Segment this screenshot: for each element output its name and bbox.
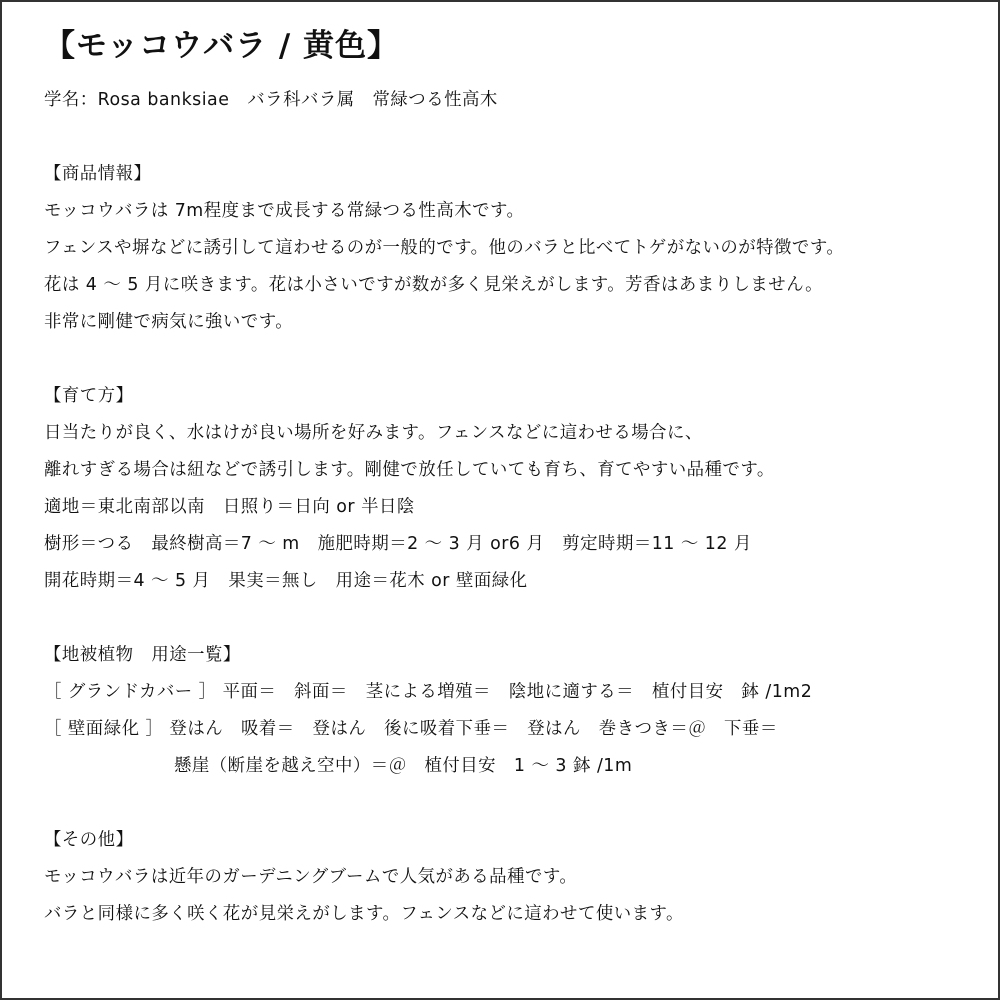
spacer: [44, 119, 994, 156]
care-line: 日当たりが良く、水はけが良い場所を好みます。フェンスなどに這わせる場合に、: [44, 423, 703, 443]
other-line: バラと同様に多く咲く花が見栄えがします。フェンスなどに這わせて使います。: [44, 904, 684, 924]
spacer: [44, 600, 994, 637]
product-info-line: 非常に剛健で病気に強いです。: [44, 312, 294, 332]
spacer: [44, 785, 994, 822]
ground-cover-heading: 【地被植物 用途一覧】: [44, 645, 241, 665]
care-line: 適地＝東北南部以南 日照り＝日向 or 半日陰: [44, 497, 415, 517]
other-heading: 【その他】: [44, 830, 134, 850]
document-body: [44, 24, 994, 933]
product-info-line: 花は 4 ～ 5 月に咲きます。花は小さいですが数が多く見栄えがします。芳香はあまりしません。: [44, 275, 824, 295]
spacer: [44, 341, 994, 378]
care-line: 樹形＝つる 最終樹高＝7 ～ m 施肥時期＝2 ～ 3 月 or6 月 剪定時期＝11 ～ 12 月: [44, 534, 752, 554]
care-line: 離れすぎる場合は紐などで誘引します。剛健で放任していても育ち、育てやすい品種です。: [44, 460, 775, 480]
care-line: 開花時期＝4 ～ 5 月 果実＝無し 用途＝花木 or 壁面緑化: [44, 571, 528, 591]
ground-cover-line: ［ グランドカバー ］ 平面＝ 斜面＝ 茎による増殖＝ 陰地に適する＝ 植付目安 鉢 /1m2: [44, 682, 813, 702]
wall-greening-line-continued: 懸崖（断崖を越え空中）＝＠ 植付目安 1 ～ 3 鉢 /1m: [174, 756, 633, 776]
other-line: モッコウバラは近年のガーデニングブームで人気がある品種です。: [44, 867, 578, 887]
scientific-name: 学名：Rosa banksiae バラ科バラ属 常緑つる性高木: [44, 90, 498, 110]
page-title: 【モッコウバラ / 黄色】: [44, 28, 399, 64]
wall-greening-line: ［ 壁面緑化 ］ 登はん 吸着＝ 登はん 後に吸着下垂＝ 登はん 巻きつき＝＠ 下垂＝: [44, 719, 778, 739]
product-info-line: モッコウバラは 7m程度まで成長する常緑つる性高木です。: [44, 201, 525, 221]
product-info-heading: 【商品情報】: [44, 164, 152, 184]
care-heading: 【育て方】: [44, 386, 134, 406]
product-info-line: フェンスや塀などに誘引して這わせるのが一般的です。他のバラと比べてトゲがないのが特徴です。: [44, 238, 845, 258]
